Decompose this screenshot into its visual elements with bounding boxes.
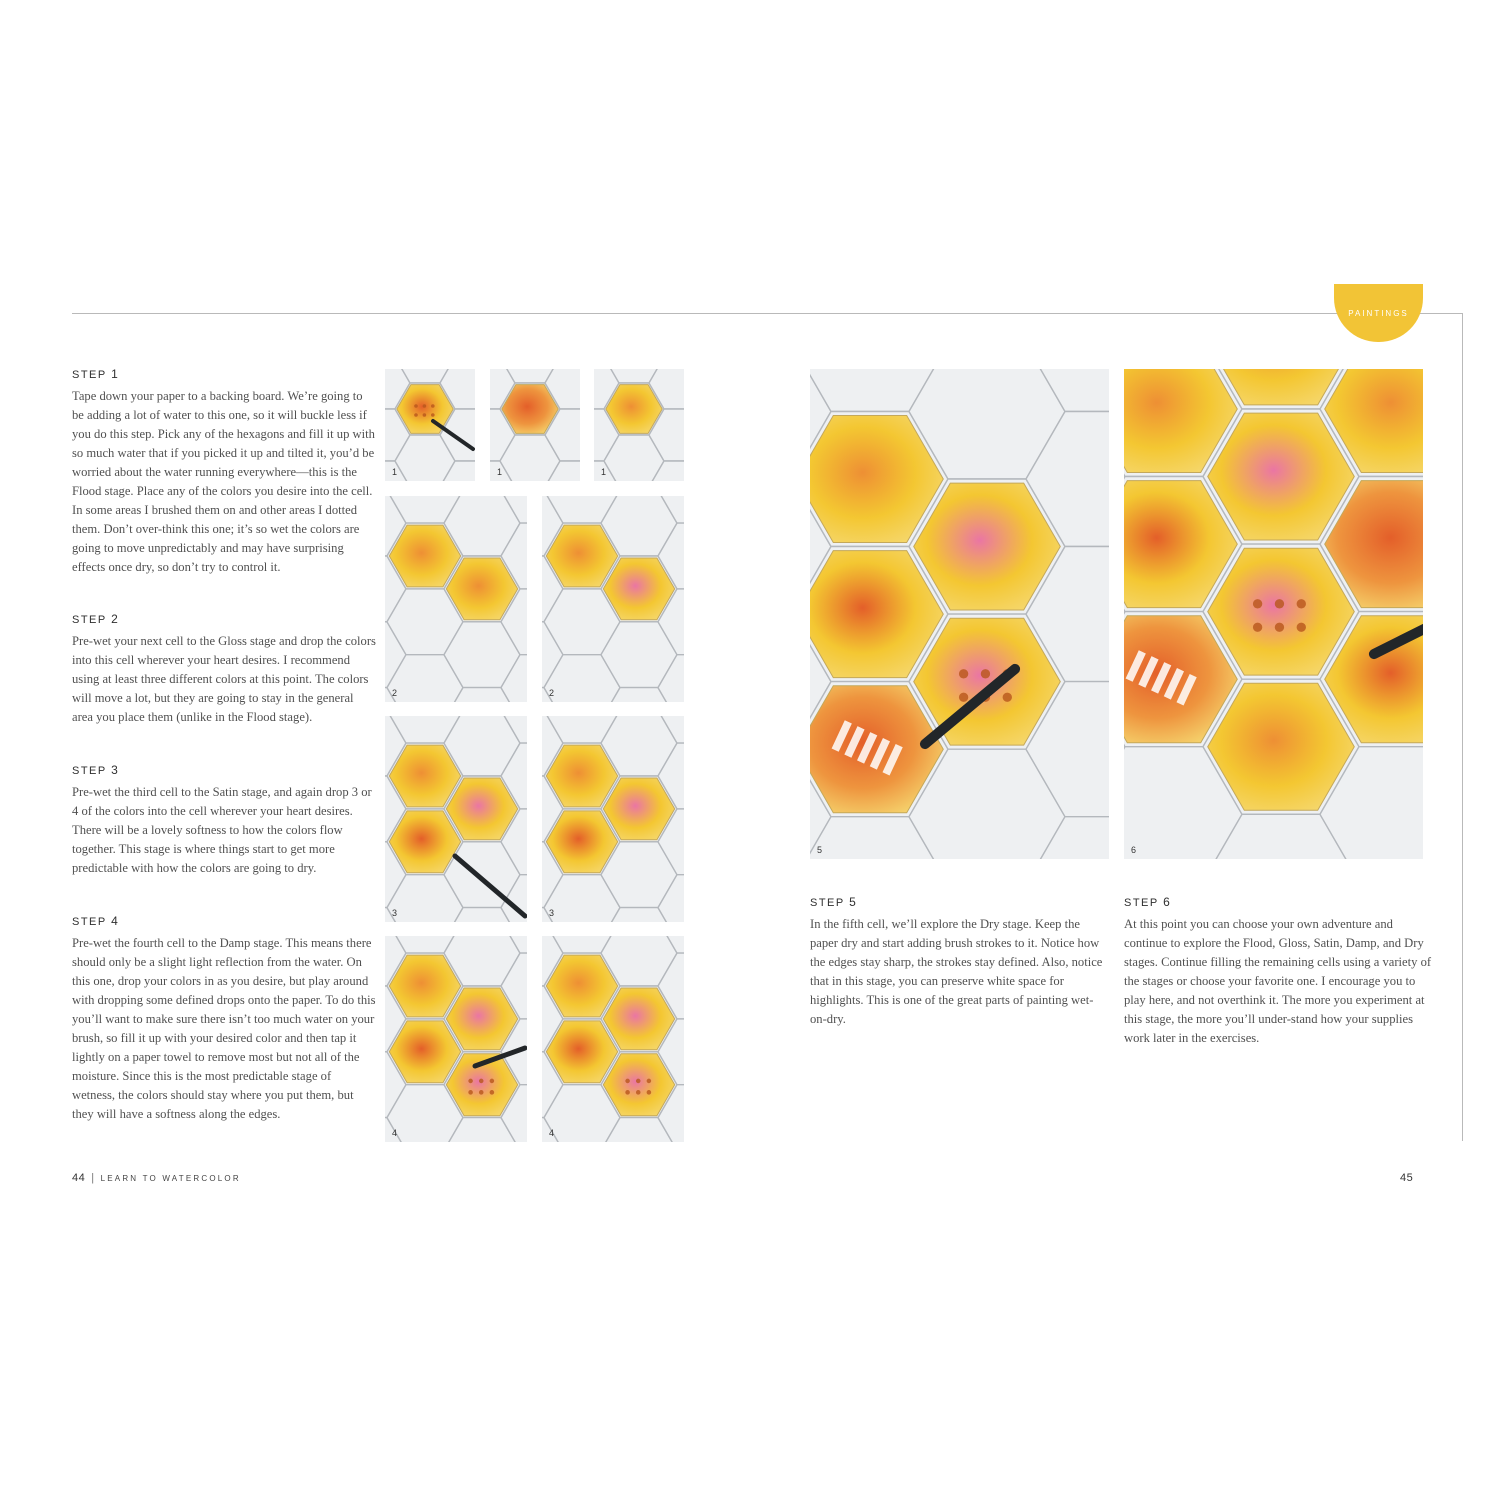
page-number-right: 45 xyxy=(1400,1172,1414,1184)
step-2-label: STEP 2 xyxy=(72,612,118,626)
step-2-text: Pre-wet your next cell to the Gloss stage and drop the colors into this cell wherever your heart desires. I recommend using at least three different colors at this point. The colors will move a lot, but they are going to stay in the general area you place them (unlike in the Flood stage). xyxy=(72,634,376,724)
photo-number: 5 xyxy=(817,845,823,855)
step-5 xyxy=(810,895,1110,1029)
watercolor-photo-art xyxy=(385,496,527,702)
photo-number: 4 xyxy=(392,1128,398,1138)
photo-number: 1 xyxy=(497,467,503,477)
watercolor-photo-art xyxy=(385,936,527,1142)
step-photo xyxy=(385,369,475,481)
watercolor-photo-art xyxy=(594,369,684,481)
step-photo xyxy=(385,496,527,702)
step-3 xyxy=(72,763,377,878)
page-number: 44 xyxy=(72,1172,86,1184)
watercolor-photo-art xyxy=(1124,369,1423,859)
photo-number: 1 xyxy=(392,467,398,477)
watercolor-photo-art xyxy=(810,369,1109,859)
folio-separator: | xyxy=(91,1172,95,1184)
photo-number: 3 xyxy=(549,908,555,918)
watercolor-photo-art xyxy=(385,716,527,922)
step-1-label: STEP 1 xyxy=(72,367,118,381)
step-5-text: In the fifth cell, we’ll explore the Dry stage. Keep the paper dry and start adding brush strokes to it. Notice how the edges stay sharp, the strokes stay defined. Also, notice that in this stage, you can preserve white space for highlights. This is one of the great parts of painting wet-on-dry. xyxy=(810,917,1103,1026)
step-6-label: STEP 6 xyxy=(1124,895,1170,909)
step-3-text: Pre-wet the third cell to the Satin stage, and again drop 3 or 4 of the colors into the cell wherever your heart desires. There will be a lovely softness to how the colors flow together. This stage is where things start to get more predictable with how the colors are going to dry. xyxy=(72,785,372,875)
step-3-label: STEP 3 xyxy=(72,763,118,777)
step-6 xyxy=(1124,895,1436,1048)
watercolor-photo-art xyxy=(542,496,684,702)
step-6-text: At this point you can choose your own adventure and continue to explore the Flood, Gloss, Satin, Damp, and Dry stages. Continue filling the remaining cells using a variety of the stages or choose your favorite one. I encourage you to play here, and not overthink it. The more you experiment at this stage, the more you’ll under-stand how your supplies work later in the exercises. xyxy=(1124,917,1432,1045)
footer-left xyxy=(72,1172,241,1184)
watercolor-photo-art xyxy=(385,369,475,481)
page-edge-rule xyxy=(1462,313,1463,1141)
step-2 xyxy=(72,612,377,727)
step-photo xyxy=(542,496,684,702)
photo-number: 4 xyxy=(549,1128,555,1138)
step-photo xyxy=(385,716,527,922)
step-photo xyxy=(542,716,684,922)
watercolor-photo-art xyxy=(490,369,580,481)
step-4-text: Pre-wet the fourth cell to the Damp stage. This means there should only be a slight light reflection from the water. On this one, drop your colors in as you desire, but play around with dropping some defined drops onto the paper. To do this you’ll want to make sure there isn’t too much water on your brush, so fill it up with your desired color and then tap it lightly on a paper towel to remove most but not all of the moisture. Since this is the most predictable stage of wetness, the colors should stay where you put them, but they will have a softness along the edges. xyxy=(72,936,376,1121)
section-tab: PAINTINGS xyxy=(1334,284,1423,342)
watercolor-photo-art xyxy=(542,716,684,922)
step-4-label: STEP 4 xyxy=(72,914,118,928)
step-photo xyxy=(594,369,684,481)
step-5-label: STEP 5 xyxy=(810,895,856,909)
book-title: LEARN TO WATERCOLOR xyxy=(100,1174,241,1183)
step-1 xyxy=(72,367,377,577)
step-photo xyxy=(542,936,684,1142)
step-1-text: Tape down your paper to a backing board. We’re going to be adding a lot of water to this one, so it will buckle less if you do this step. Pick any of the hexagons and fill it up with so much water that if you picked it up and tilted it, you’d be worried about the water running everywhere—this is the Flood stage. Place any of the colors you desire into the cell. In some areas I brushed them on and other areas I dotted them. Don’t over-think this one; it’s so wet the colors are going to move unpredictably and may have surprising effects once dry, so don’t try to control it. xyxy=(72,389,375,574)
step-4 xyxy=(72,914,377,1124)
watercolor-photo-art xyxy=(542,936,684,1142)
step-photo xyxy=(385,936,527,1142)
header-rule xyxy=(72,313,1462,314)
step-photo-large xyxy=(1124,369,1423,859)
step-photo-large xyxy=(810,369,1109,859)
photo-number: 2 xyxy=(392,688,398,698)
step-photo xyxy=(490,369,580,481)
photo-number: 3 xyxy=(392,908,398,918)
photo-number: 2 xyxy=(549,688,555,698)
photo-number: 6 xyxy=(1131,845,1137,855)
photo-number: 1 xyxy=(601,467,607,477)
